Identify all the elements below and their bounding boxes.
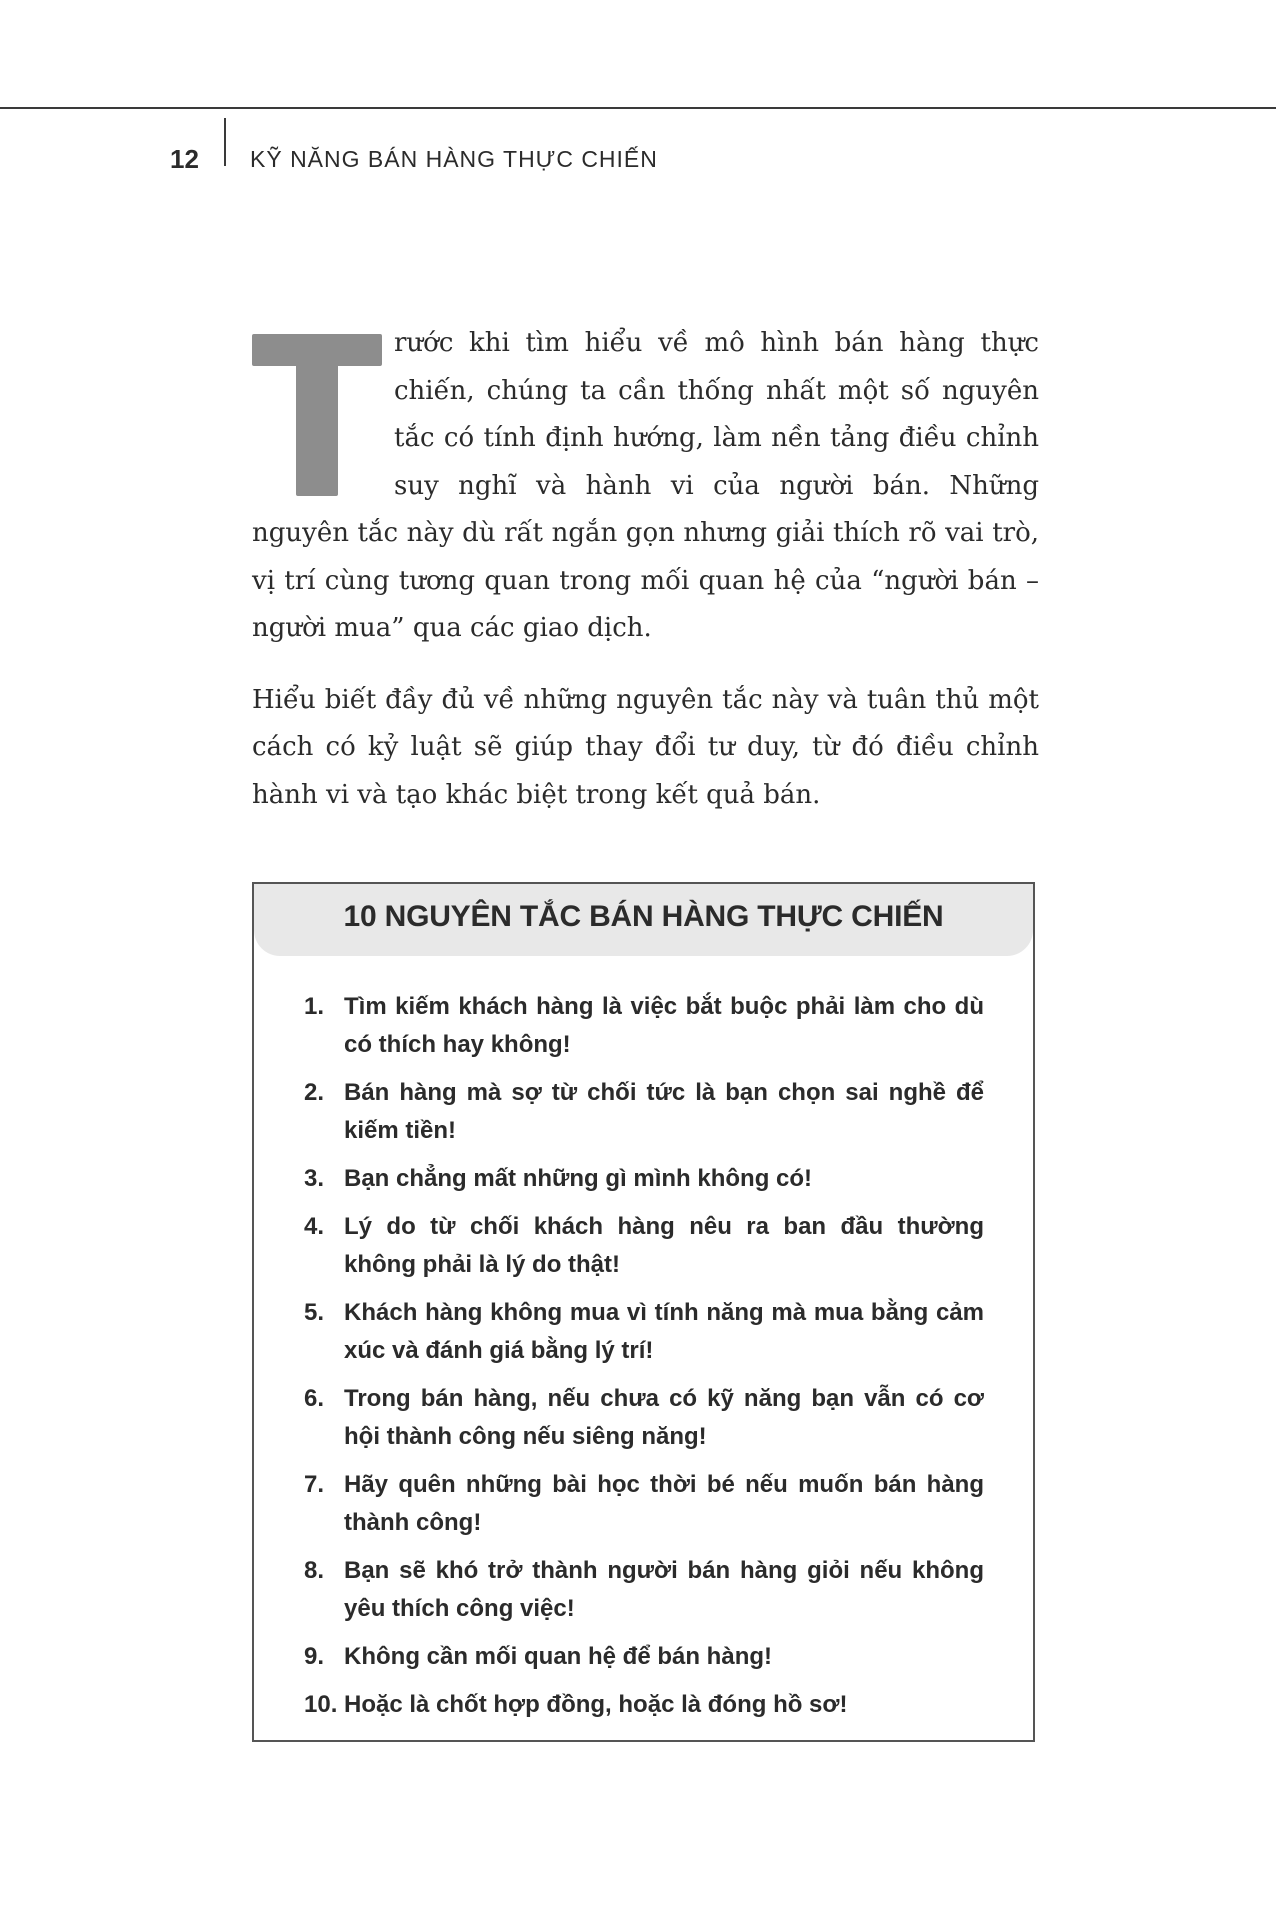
rule-text: Bán hàng mà sợ từ chối tức là bạn chọn sai nghề để kiếm tiền! [344,1079,984,1144]
rule-number: 10. [304,1691,338,1718]
intro-paragraph-1-text: rước khi tìm hiểu về mô hình bán hàng thực chiến, chúng ta cần thống nhất một số nguyên tắc có tính định hướng, làm nền tảng điều chỉnh suy nghĩ và hành vi của người bán. Những nguyên tắc này dù rất ngắn gọn nhưng giải thích rõ vai trò, vị trí cùng tương quan trong mối quan hệ của “người bán – người mua” qua các giao dịch. [252,328,1039,643]
intro-paragraph-2: Hiểu biết đầy đủ về những nguyên tắc này và tuân thủ một cách có kỷ luật sẽ giúp thay đổi tư duy, từ đó điều chỉnh hành vi và tạo khác biệt trong kết quả bán. [252,684,1039,810]
rule-text: Trong bán hàng, nếu chưa có kỹ năng bạn vẫn có cơ hội thành công nếu siêng năng! [344,1385,984,1450]
rules-title-band [254,884,1033,956]
rule-text: Hãy quên những bài học thời bé nếu muốn bán hàng thành công! [344,1471,984,1536]
drop-cap-stem [296,362,338,496]
rules-title: 10 NGUYÊN TẮC BÁN HÀNG THỰC CHIẾN [343,900,944,933]
page-number: 12 [170,144,199,174]
rule-number: 3. [304,1165,325,1192]
rule-text: Bạn chẳng mất những gì mình không có! [344,1165,813,1192]
intro-text [252,320,1039,819]
rule-number: 1. [304,993,325,1020]
rules-box [252,882,1035,1742]
rule-text: Khách hàng không mua vì tính năng mà mua bằng cảm xúc và đánh giá bằng lý trí! [344,1299,984,1364]
page-header [0,118,1276,188]
rule-text: Bạn sẽ khó trở thành người bán hàng giỏi nếu không yêu thích công việc! [344,1557,984,1622]
rule-item [304,1466,984,1542]
rule-item [304,1208,984,1284]
top-rule [0,107,1276,109]
rule-number: 7. [304,1471,325,1498]
rule-item [304,1686,984,1724]
rule-number: 8. [304,1557,325,1584]
rule-item [304,1160,984,1198]
rule-item [304,1638,984,1676]
rule-item [304,988,984,1064]
header-divider [224,118,226,166]
rule-number: 5. [304,1299,325,1326]
rule-number: 6. [304,1385,325,1412]
rule-text: Không cần mối quan hệ để bán hàng! [344,1643,773,1670]
intro-paragraph-1 [252,320,1039,653]
rules-list [304,988,984,1734]
rule-item [304,1380,984,1456]
rule-item [304,1294,984,1370]
running-title: KỸ NĂNG BÁN HÀNG THỰC CHIẾN [250,146,658,172]
rule-text: Hoặc là chốt hợp đồng, hoặc là đóng hồ sơ! [344,1691,848,1718]
rule-text: Lý do từ chối khách hàng nêu ra ban đầu thường không phải là lý do thật! [344,1213,984,1278]
rule-item [304,1074,984,1150]
rule-item [304,1552,984,1628]
drop-cap [252,334,384,496]
rule-number: 2. [304,1079,325,1106]
rule-text: Tìm kiếm khách hàng là việc bắt buộc phải làm cho dù có thích hay không! [344,993,984,1058]
rule-number: 9. [304,1643,325,1670]
rule-number: 4. [304,1213,325,1240]
